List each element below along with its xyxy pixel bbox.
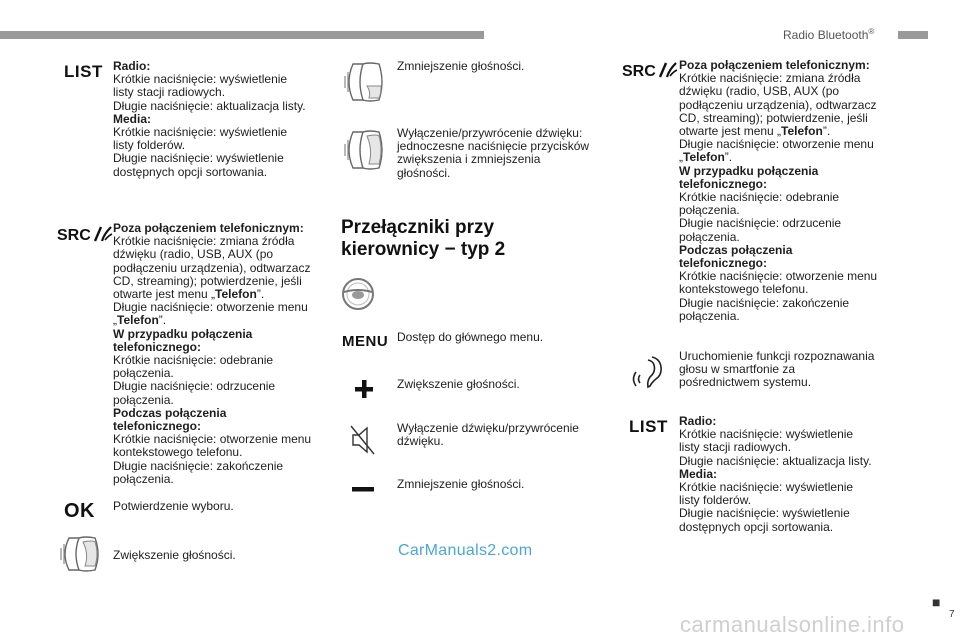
- text-line: Długie naciśnięcie: otworzenie menu: [679, 137, 874, 152]
- text-line: kontekstowego telefonu.: [679, 282, 809, 297]
- text-line: Poza połączeniem telefonicznym:: [113, 221, 304, 235]
- list-description: [113, 60, 328, 179]
- minus-icon: [352, 487, 374, 495]
- text-line: W przypadku połączenia: [113, 326, 253, 341]
- page-header-title: Radio Bluetooth®: [783, 27, 875, 42]
- text-line: telefonicznego:: [113, 419, 202, 434]
- text-line: Długie naciśnięcie: aktualizacja listy.: [679, 453, 872, 468]
- volume-down-description: Zmniejszenie głośności.: [397, 59, 525, 73]
- src-icon-2: SRC: [622, 62, 678, 81]
- text-line: Krótkie naciśnięcie: otworzenie menu: [113, 432, 312, 447]
- mute-description: [397, 127, 612, 180]
- header-bar-end: [898, 31, 928, 39]
- text-line: Wyłączenie/przywrócenie dźwięku:: [397, 126, 583, 140]
- text-line: głośności.: [397, 165, 451, 180]
- ok-icon: OK: [64, 500, 95, 522]
- mute-wheel-icon: [339, 124, 387, 176]
- text-line: telefonicznego:: [113, 339, 202, 354]
- page-number: 7: [949, 609, 955, 620]
- text-line: Długie naciśnięcie: wyświetlenie: [113, 151, 284, 166]
- list-description-2: [679, 415, 899, 534]
- text-line: Krótkie naciśnięcie: zmiana źródła: [679, 71, 861, 86]
- text-line: listy stacji radiowych.: [679, 440, 792, 455]
- text-line: Krótkie naciśnięcie: wyświetlenie: [679, 427, 854, 442]
- text-line: Radio:: [113, 59, 151, 73]
- text-line: połączenia.: [113, 392, 174, 407]
- ok-description: Potwierdzenie wyboru.: [113, 499, 234, 513]
- text-line: połączenia.: [113, 366, 174, 381]
- mute2-description: [397, 422, 612, 448]
- text-line: Krótkie naciśnięcie: wyświetlenie: [113, 72, 288, 87]
- plus-description: Zwiększenie głośności.: [397, 377, 520, 391]
- src-description-2: [679, 59, 899, 323]
- menu-icon: MENU: [342, 333, 389, 350]
- list-icon-2: LIST: [629, 417, 668, 436]
- text-line: otwarte jest menu „Telefon”.: [113, 287, 265, 302]
- text-line: otwarte jest menu „Telefon”.: [679, 124, 831, 139]
- voice-recognition-icon: [630, 355, 664, 389]
- text-line: Długie naciśnięcie: odrzucenie: [113, 379, 276, 394]
- text-line: Długie naciśnięcie: wyświetlenie: [679, 506, 850, 521]
- text-line: Długie naciśnięcie: zakończenie: [113, 458, 284, 473]
- text-line: Media:: [679, 466, 718, 481]
- text-line: zwiększenia i zmniejszenia: [397, 152, 541, 167]
- text-line: połączenia.: [679, 308, 740, 323]
- menu-description: Dostęp do głównego menu.: [397, 330, 544, 344]
- text-line: listy stacji radiowych.: [113, 85, 226, 100]
- voice-description: [679, 350, 899, 390]
- text-line: Długie naciśnięcie: zakończenie: [679, 295, 850, 310]
- text-line: Radio:: [679, 414, 717, 428]
- text-line: Długie naciśnięcie: odrzucenie: [679, 216, 842, 231]
- text-line: CD, streaming); potwierdzenie, jeśli: [113, 273, 302, 288]
- text-line: dźwięku.: [397, 434, 444, 449]
- text-line: kontekstowego telefonu.: [113, 445, 243, 460]
- src-icon: SRC: [57, 226, 113, 245]
- text-line: Długie naciśnięcie: aktualizacja listy.: [113, 98, 306, 113]
- text-line: CD, streaming); potwierdzenie, jeśli: [679, 110, 868, 125]
- minus-description: Zmniejszenie głośności.: [397, 477, 525, 491]
- watermark-carmanualsonline: carmanualsonline.info: [680, 612, 905, 637]
- mute-speaker-icon: [350, 424, 376, 456]
- text-line: „Telefon”.: [113, 313, 167, 328]
- section-title: Przełączniki przy kierownicy − typ 2: [341, 217, 506, 260]
- text-line: Poza połączeniem telefonicznym:: [679, 58, 870, 72]
- text-line: Uruchomienie funkcji rozpoznawania: [679, 349, 875, 363]
- text-line: dźwięku (radio, USB, AUX (po: [679, 84, 840, 99]
- text-line: dźwięku (radio, USB, AUX (po: [113, 247, 274, 262]
- text-line: Krótkie naciśnięcie: otworzenie menu: [679, 269, 878, 284]
- text-line: połączenia.: [113, 471, 174, 486]
- text-line: Krótkie naciśnięcie: wyświetlenie: [113, 125, 288, 140]
- text-line: dostępnych opcji sortowania.: [679, 519, 834, 534]
- volume-up-wheel-icon: [55, 530, 103, 578]
- text-line: podłączeniu urządzenia), odtwarzacz: [113, 260, 311, 275]
- text-line: połączenia.: [679, 229, 740, 244]
- volume-down-wheel-icon: [339, 56, 387, 108]
- watermark-carmanuals2: CarManuals2.com: [398, 542, 533, 559]
- text-line: listy folderów.: [679, 493, 752, 508]
- text-line: głosu w smartfonie za: [679, 362, 796, 377]
- nav-marker: ■: [932, 594, 941, 610]
- text-line: Krótkie naciśnięcie: odebranie: [679, 190, 840, 205]
- text-line: Media:: [113, 111, 152, 126]
- text-line: dostępnych opcji sortowania.: [113, 164, 268, 179]
- text-line: Podczas połączenia: [679, 242, 793, 257]
- src-description: [113, 222, 328, 486]
- text-line: W przypadku połączenia: [679, 163, 819, 178]
- text-line: podłączeniu urządzenia), odtwarzacz: [679, 97, 877, 112]
- list-icon: LIST: [64, 62, 103, 81]
- text-line: Wyłączenie dźwięku/przywrócenie: [397, 421, 579, 435]
- text-line: Podczas połączenia: [113, 405, 227, 420]
- text-line: połączenia.: [679, 203, 740, 218]
- text-line: pośrednictwem systemu.: [679, 375, 812, 390]
- text-line: Krótkie naciśnięcie: wyświetlenie: [679, 480, 854, 495]
- steering-wheel-icon: [340, 276, 376, 312]
- text-line: Krótkie naciśnięcie: zmiana źródła: [113, 234, 295, 249]
- text-line: „Telefon”.: [679, 150, 733, 165]
- header-bar: [0, 31, 484, 39]
- volume-up-description: Zwiększenie głośności.: [113, 548, 236, 562]
- text-line: listy folderów.: [113, 138, 186, 153]
- text-line: telefonicznego:: [679, 256, 768, 271]
- text-line: Długie naciśnięcie: otworzenie menu: [113, 300, 308, 315]
- text-line: jednoczesne naciśnięcie przycisków: [397, 139, 590, 154]
- text-line: Krótkie naciśnięcie: odebranie: [113, 353, 274, 368]
- text-line: telefonicznego:: [679, 176, 768, 191]
- plus-icon: [354, 379, 374, 399]
